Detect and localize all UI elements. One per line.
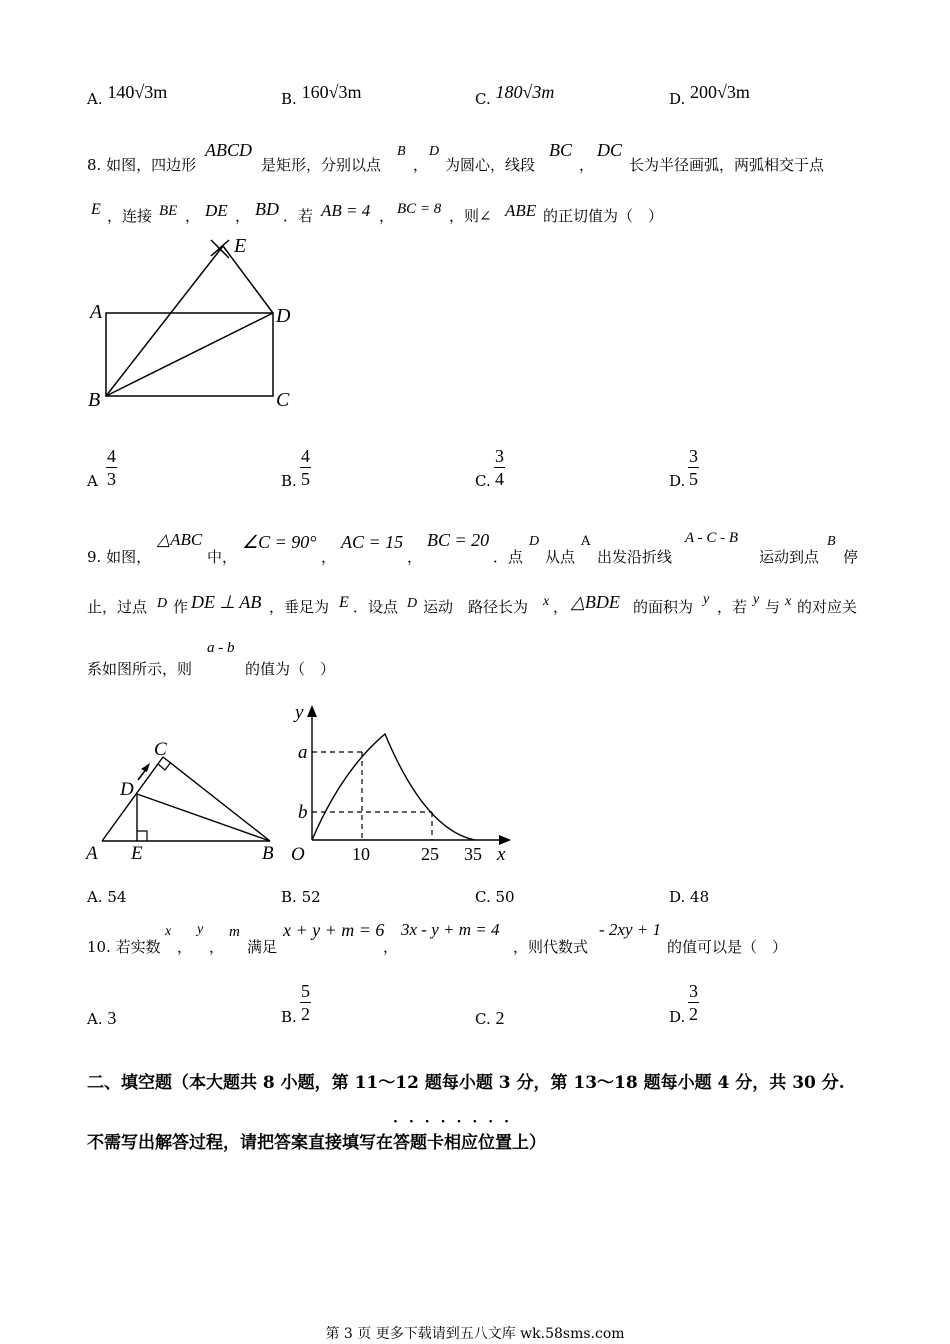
q9-option-d: D. 48 bbox=[669, 888, 710, 906]
q9-option-a: A. 54 bbox=[87, 888, 127, 906]
label-b: b bbox=[298, 802, 308, 823]
emphasized-text: ········ 答题卡相应位置上 bbox=[393, 1114, 529, 1153]
segment-bd bbox=[106, 313, 273, 396]
q9-option-b: B. 52 bbox=[281, 888, 321, 906]
q8-line2: E ，连接 BE ， DE ， BD ．若 AB = 4 ， BC = 8 ，则∠ ABE 的正切值为（ ） bbox=[91, 199, 664, 225]
section2-heading-line2: 不需写出解答过程，请把答案直接填写在 ········ 答题卡相应位置上） bbox=[87, 1114, 546, 1153]
segment-de bbox=[223, 246, 273, 313]
y-axis-arrow bbox=[307, 705, 317, 717]
q7-option-c: C. 180√3m bbox=[475, 82, 555, 108]
label-b: B bbox=[262, 843, 274, 864]
label-e: E bbox=[131, 843, 143, 864]
section2-heading-line1: 二、填空题（本大题共 8 小题，第 11～12 题每小题 3 分，第 13～18 题每小题 4 分，共 30 分. bbox=[87, 1073, 845, 1093]
segment-cb bbox=[163, 757, 270, 841]
label-a: a bbox=[298, 742, 308, 763]
q10-option-a: A. 3 bbox=[87, 1008, 117, 1028]
q10-option-c: C. 2 bbox=[475, 1008, 505, 1028]
segment-be bbox=[106, 246, 223, 396]
q9-option-c: C. 50 bbox=[475, 888, 515, 906]
label-b: B bbox=[88, 389, 101, 411]
label-origin: O bbox=[291, 844, 305, 865]
q8-option-d-fraction: $\frac{3}{5}$ bbox=[689, 446, 698, 489]
segment-db bbox=[137, 794, 270, 841]
tick-10: 10 bbox=[352, 844, 370, 864]
q9-triangle-figure bbox=[80, 735, 290, 870]
q9-line2: 止，过点 D 作 DE ⊥ AB ，垂足为 E ．设点 D 运动 路径长为 x ， △BDE 的面积为 y ，若 y 与 x 的对应关 bbox=[87, 592, 858, 616]
q9-line1: 9. 如图， △ABC 中， ∠C = 90° ， AC = 15 ， BC = 20 ．点 D 从点 A 出发沿折线 A - C - B 运动到点 B 停 bbox=[87, 530, 859, 566]
label-c: C bbox=[276, 389, 290, 411]
label-x: x bbox=[497, 844, 506, 865]
label-d: D bbox=[276, 305, 291, 327]
direction-arrow-head bbox=[141, 763, 150, 772]
q7-option-b: B. 160√3m bbox=[281, 82, 362, 108]
q8-option-b-label: B. bbox=[281, 472, 297, 490]
q8-option-b-fraction: $\frac{4}{5}$ bbox=[301, 446, 310, 489]
q8-option-d-label: D. bbox=[669, 472, 686, 490]
emphasis-dots: ········ bbox=[393, 1114, 520, 1130]
q8-rectangle-figure bbox=[80, 230, 310, 415]
label-a: A bbox=[90, 301, 103, 323]
page-footer: 第 3 页 更多下载请到五八文库 wk.58sms.com bbox=[325, 1326, 625, 1342]
label-e: E bbox=[234, 235, 247, 257]
right-angle-c bbox=[158, 762, 171, 770]
q7-option-d: D. 200√3m bbox=[669, 82, 750, 108]
q10-option-b-fraction: $\frac{5}{2}$ bbox=[301, 981, 310, 1024]
q10-option-d-label: D. bbox=[669, 1008, 686, 1026]
q8-option-a-fraction: $\frac{4}{3}$ bbox=[107, 446, 116, 489]
tick-35: 35 bbox=[464, 844, 482, 864]
right-angle-e bbox=[137, 831, 147, 841]
label-c: C bbox=[154, 739, 167, 760]
q8-option-c-fraction: $\frac{3}{4}$ bbox=[495, 446, 504, 489]
curve bbox=[312, 734, 475, 840]
q8-line1: 8. 如图，四边形 ABCD 是矩形，分别以点 B ， D 为圆心，线段 BC ， DC 长为半径画弧，两弧相交于点 bbox=[87, 140, 825, 174]
label-y: y bbox=[295, 702, 304, 723]
q10-line1: 10. 若实数 x ， y ， m 满足 x + y + m = 6 ， 3x - y + m = 4 ，则代数式 - 2xy + 1 的值可以是（ ） bbox=[87, 920, 788, 956]
q9-line3: 系如图所示，则 a - b 的值为（ ） bbox=[87, 640, 336, 678]
label-d: D bbox=[120, 779, 134, 800]
tick-25: 25 bbox=[421, 844, 439, 864]
label-a: A bbox=[86, 843, 98, 864]
q10-option-b-label: B. bbox=[281, 1008, 297, 1026]
q8-option-c-label: C. bbox=[475, 472, 491, 490]
q10-option-d-fraction: $\frac{3}{2}$ bbox=[689, 981, 698, 1024]
q8-option-a-label: A bbox=[87, 472, 98, 490]
q7-option-a: A. 140√3m bbox=[87, 82, 168, 108]
q9-graph-figure bbox=[285, 700, 525, 870]
